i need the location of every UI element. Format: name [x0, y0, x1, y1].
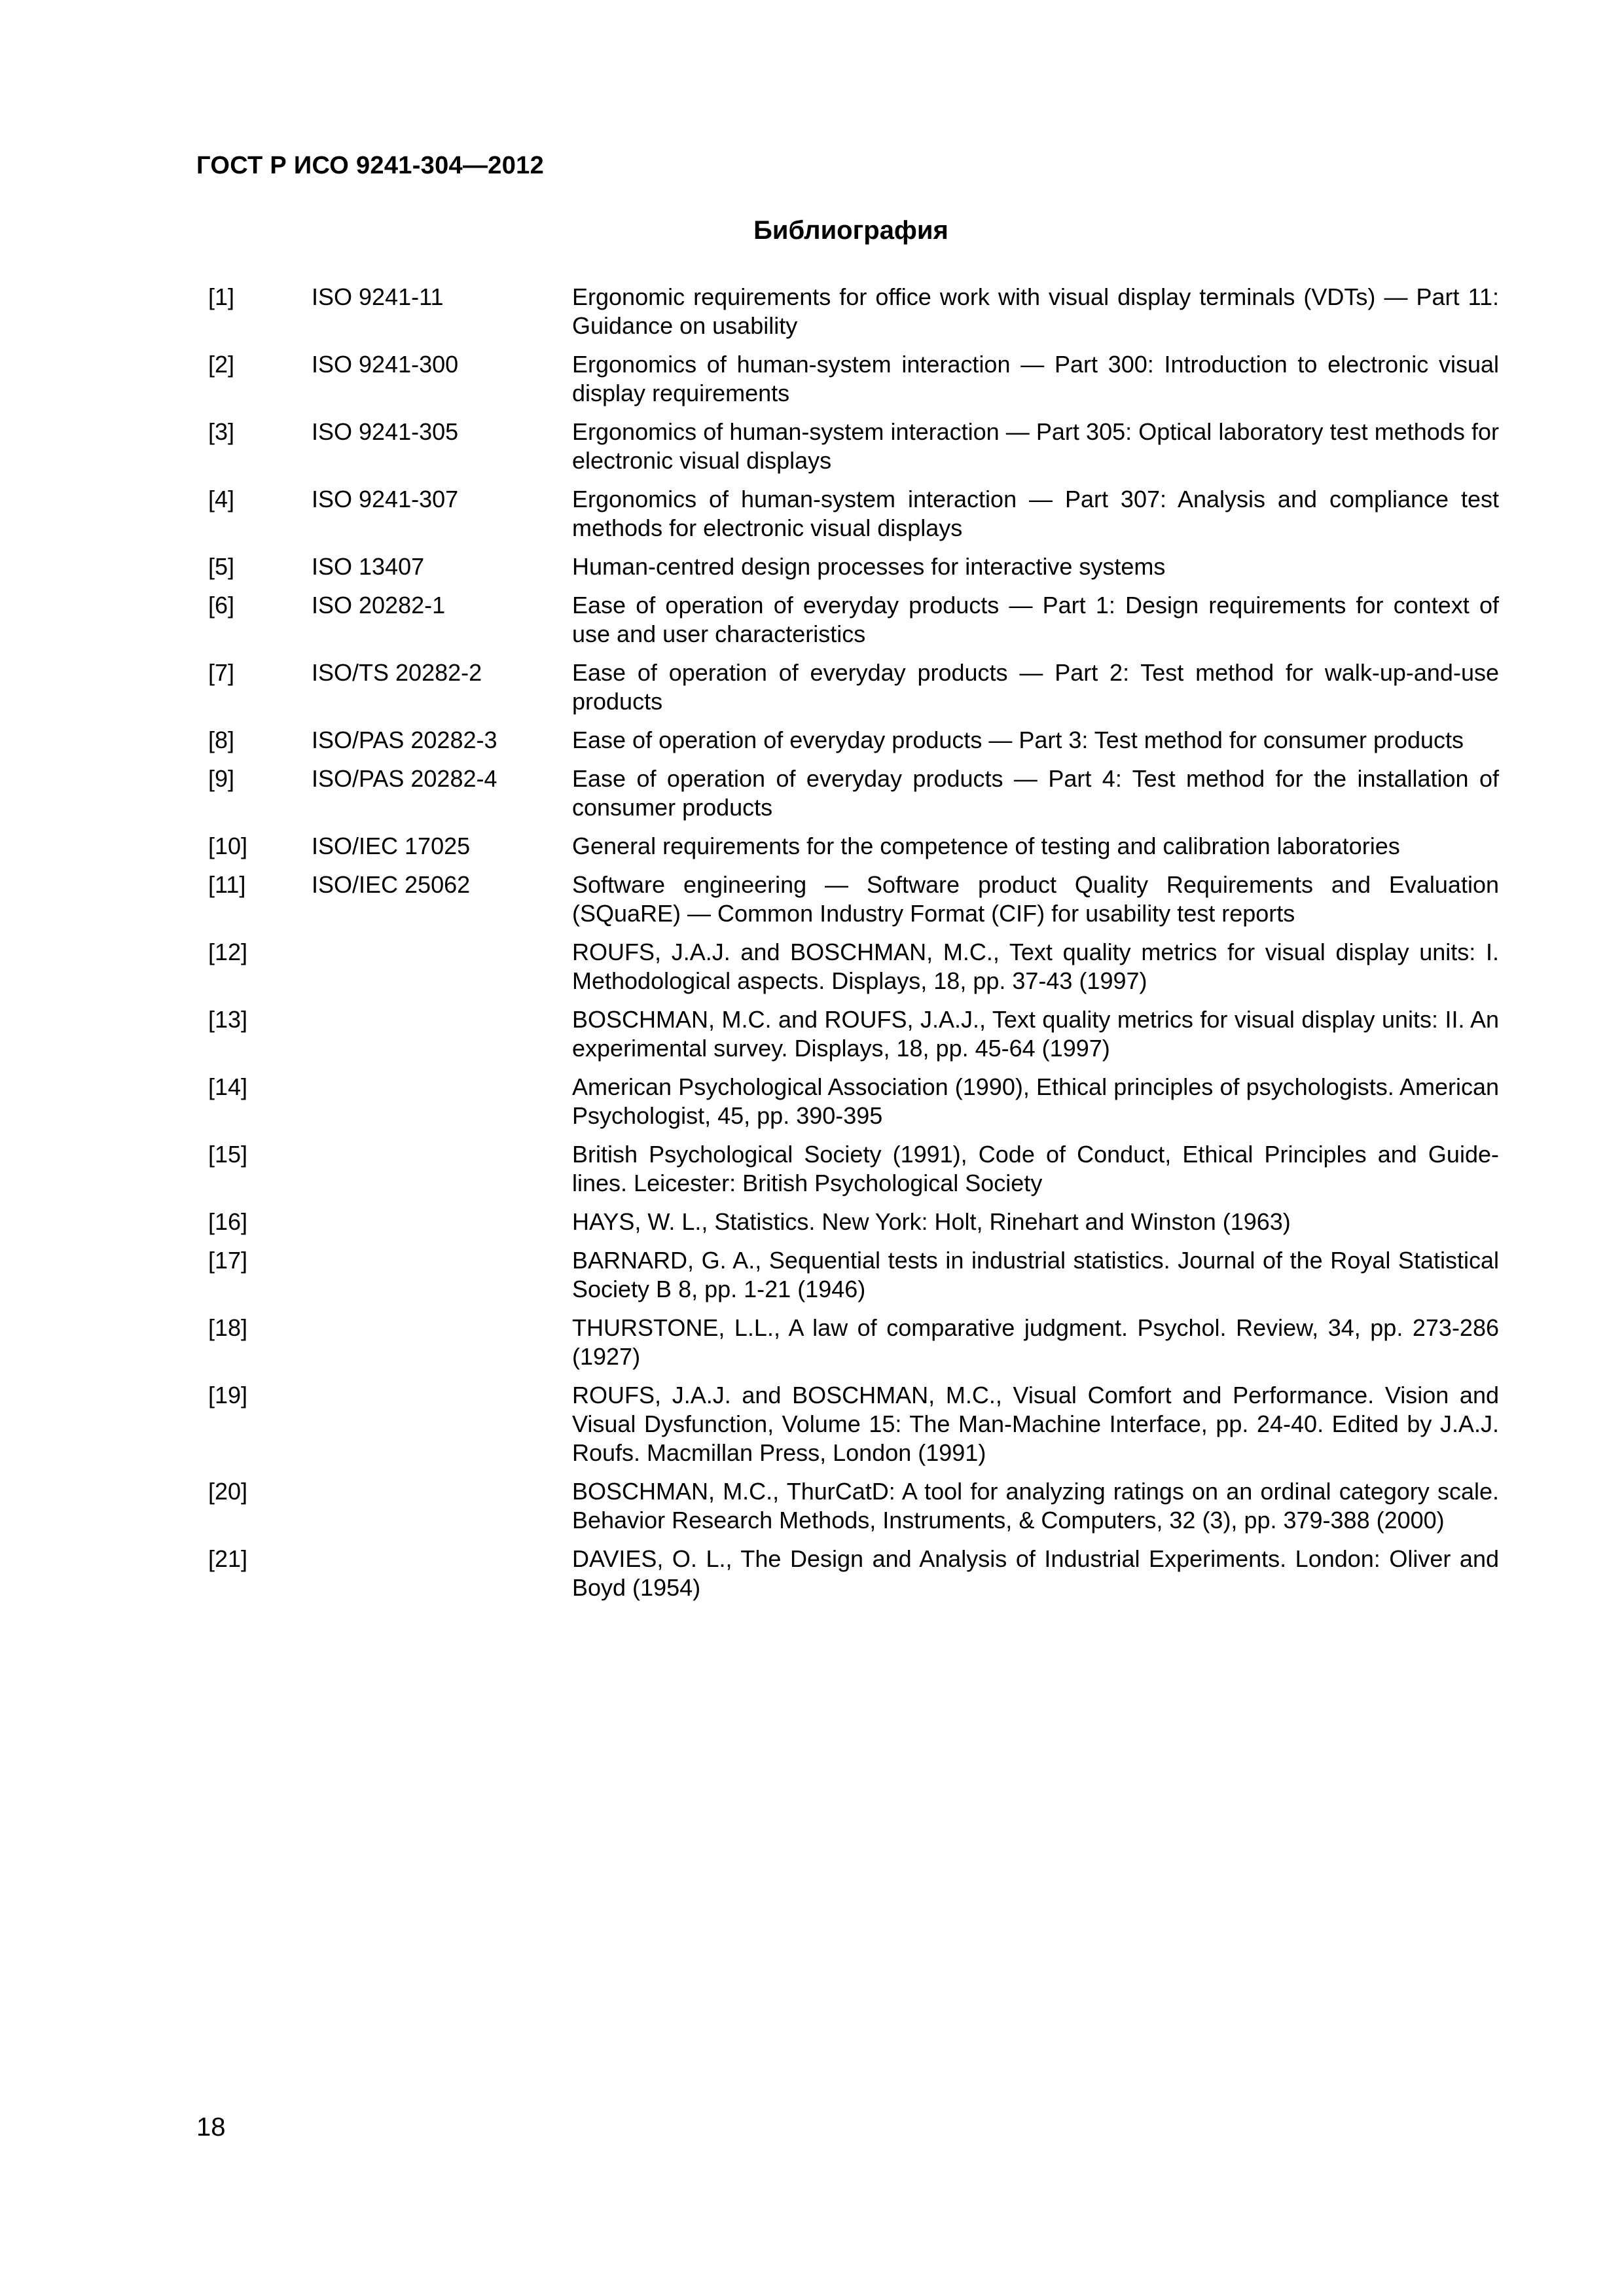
- list-item: [196, 1208, 1499, 1236]
- reference-code: ISO/PAS 20282-3: [312, 726, 497, 753]
- reference-title: Ergonomics of human-system interaction — Part 307: Analysis and compliance test methods for electronic visual displays: [572, 486, 1499, 541]
- list-item: [196, 1381, 1499, 1467]
- reference-code: ISO/TS 20282-2: [312, 659, 482, 686]
- reference-title: Ease of operation of everyday products — Part 4: Test method for the installation of consumer products: [572, 765, 1499, 821]
- reference-number: [10]: [208, 833, 248, 859]
- list-item: [196, 726, 1499, 755]
- reference-number: [21]: [208, 1545, 248, 1572]
- list-item: [196, 938, 1499, 996]
- reference-title: BOSCHMAN, M.C., ThurCatD: A tool for analyzing ratings on an ordinal category scale. Behavior Research Methods, Instruments, & Computers, 32 (3), pp. 379-388 (2000): [572, 1478, 1499, 1534]
- reference-code: ISO/PAS 20282-4: [312, 765, 497, 792]
- reference-title: Ergonomics of human-system interaction — Part 305: Optical laboratory test methods for electronic visual displays: [572, 418, 1499, 474]
- list-item: [196, 1477, 1499, 1535]
- reference-number: [4]: [208, 486, 235, 512]
- list-item: [196, 350, 1499, 408]
- list-item: [196, 1073, 1499, 1130]
- list-item: [196, 1246, 1499, 1304]
- reference-number: [8]: [208, 726, 235, 753]
- document-header: ГОСТ Р ИСО 9241-304—2012: [196, 152, 545, 179]
- reference-code: ISO 9241-300: [312, 351, 459, 378]
- list-item: [196, 1314, 1499, 1371]
- reference-title: DAVIES, O. L., The Design and Analysis of Industrial Experiments. London: Oliver and Boyd (1954): [572, 1545, 1499, 1601]
- reference-title: HAYS, W. L., Statistics. New York: Holt, Rinehart and Winston (1963): [572, 1208, 1291, 1235]
- reference-number: [17]: [208, 1247, 248, 1274]
- reference-number: [1]: [208, 283, 235, 310]
- list-item: [196, 1545, 1499, 1602]
- reference-number: [3]: [208, 418, 235, 445]
- reference-number: [20]: [208, 1478, 248, 1505]
- reference-title: Ergonomic requirements for office work with visual display terminals (VDTs) — Part 11: Guidance on usability: [572, 283, 1499, 339]
- list-item: [196, 870, 1499, 928]
- list-item: [196, 485, 1499, 543]
- reference-number: [13]: [208, 1006, 248, 1033]
- list-item: [196, 764, 1499, 822]
- reference-code: ISO/IEC 17025: [312, 833, 471, 859]
- reference-number: [11]: [208, 871, 246, 898]
- reference-number: [2]: [208, 351, 235, 378]
- reference-title: Software engineering — Software product Quality Requirements and Evaluation (SQuaRE) — Common Industry Format (CIF) for usability test reports: [572, 871, 1499, 927]
- list-item: [196, 1140, 1499, 1198]
- bibliography-list: [196, 283, 1499, 1612]
- list-item: [196, 418, 1499, 475]
- list-item: [196, 591, 1499, 649]
- reference-title: General requirements for the competence of testing and calibration laboratories: [572, 833, 1400, 859]
- reference-title: Ease of operation of everyday products — Part 3: Test method for consumer products: [572, 726, 1464, 753]
- page-number: 18: [196, 2113, 226, 2142]
- reference-number: [6]: [208, 592, 235, 619]
- list-item: [196, 1005, 1499, 1063]
- list-item: [196, 552, 1499, 581]
- reference-code: ISO 9241-307: [312, 486, 459, 512]
- reference-code: ISO 13407: [312, 553, 425, 580]
- reference-number: [19]: [208, 1382, 248, 1408]
- reference-code: ISO/IEC 25062: [312, 871, 471, 898]
- reference-number: [15]: [208, 1141, 248, 1168]
- list-item: [196, 283, 1499, 340]
- reference-number: [5]: [208, 553, 235, 580]
- reference-title: THURSTONE, L.L., A law of comparative judgment. Psychol. Review, 34, pp. 273-286 (1927): [572, 1314, 1499, 1370]
- reference-code: ISO 9241-11: [312, 283, 444, 310]
- list-item: [196, 832, 1499, 861]
- reference-title: BOSCHMAN, M.C. and ROUFS, J.A.J., Text quality metrics for visual display units: II. An experimental survey. Displays, 18, pp. 45-64 (1997): [572, 1006, 1499, 1062]
- reference-title: British Psychological Society (1991), Code of Conduct, Ethical Principles and Guidelines. Leicester: British Psychological Society: [572, 1141, 1499, 1196]
- list-item: [196, 658, 1499, 716]
- reference-title: ROUFS, J.A.J. and BOSCHMAN, M.C., Visual Comfort and Performance. Vision and Visual Dysfunction, Volume 15: The Man-Machine Interface, pp. 24-40. Edited by J.A.J. Roufs. Macmillan Press, London (1991): [572, 1382, 1499, 1466]
- reference-title: BARNARD, G. A., Sequential tests in industrial statistics. Journal of the Royal Statistical Society B 8, pp. 1-21 (1946): [572, 1247, 1499, 1302]
- reference-number: [9]: [208, 765, 235, 792]
- page-title: Библиография: [753, 216, 948, 245]
- reference-title: American Psychological Association (1990), Ethical principles of psychologists. American Psychologist, 45, pp. 390-395: [572, 1073, 1499, 1129]
- reference-code: ISO 20282-1: [312, 592, 446, 619]
- reference-title: ROUFS, J.A.J. and BOSCHMAN, M.C., Text quality metrics for visual display units: I. Methodological aspects. Displays, 18, pp. 37-43 (1997): [572, 939, 1499, 994]
- reference-title: Ease of operation of everyday products — Part 1: Design requirements for context of use and user characteristics: [572, 592, 1499, 647]
- reference-title: Ergonomics of human-system interaction — Part 300: Introduction to electronic visual display requirements: [572, 351, 1499, 406]
- reference-number: [14]: [208, 1073, 248, 1100]
- reference-title: Human-centred design processes for interactive systems: [572, 553, 1166, 580]
- reference-number: [18]: [208, 1314, 248, 1341]
- reference-number: [12]: [208, 939, 248, 965]
- reference-code: ISO 9241-305: [312, 418, 459, 445]
- reference-number: [16]: [208, 1208, 248, 1235]
- reference-number: [7]: [208, 659, 235, 686]
- reference-title: Ease of operation of everyday products — Part 2: Test method for walk-up-and-use products: [572, 659, 1499, 715]
